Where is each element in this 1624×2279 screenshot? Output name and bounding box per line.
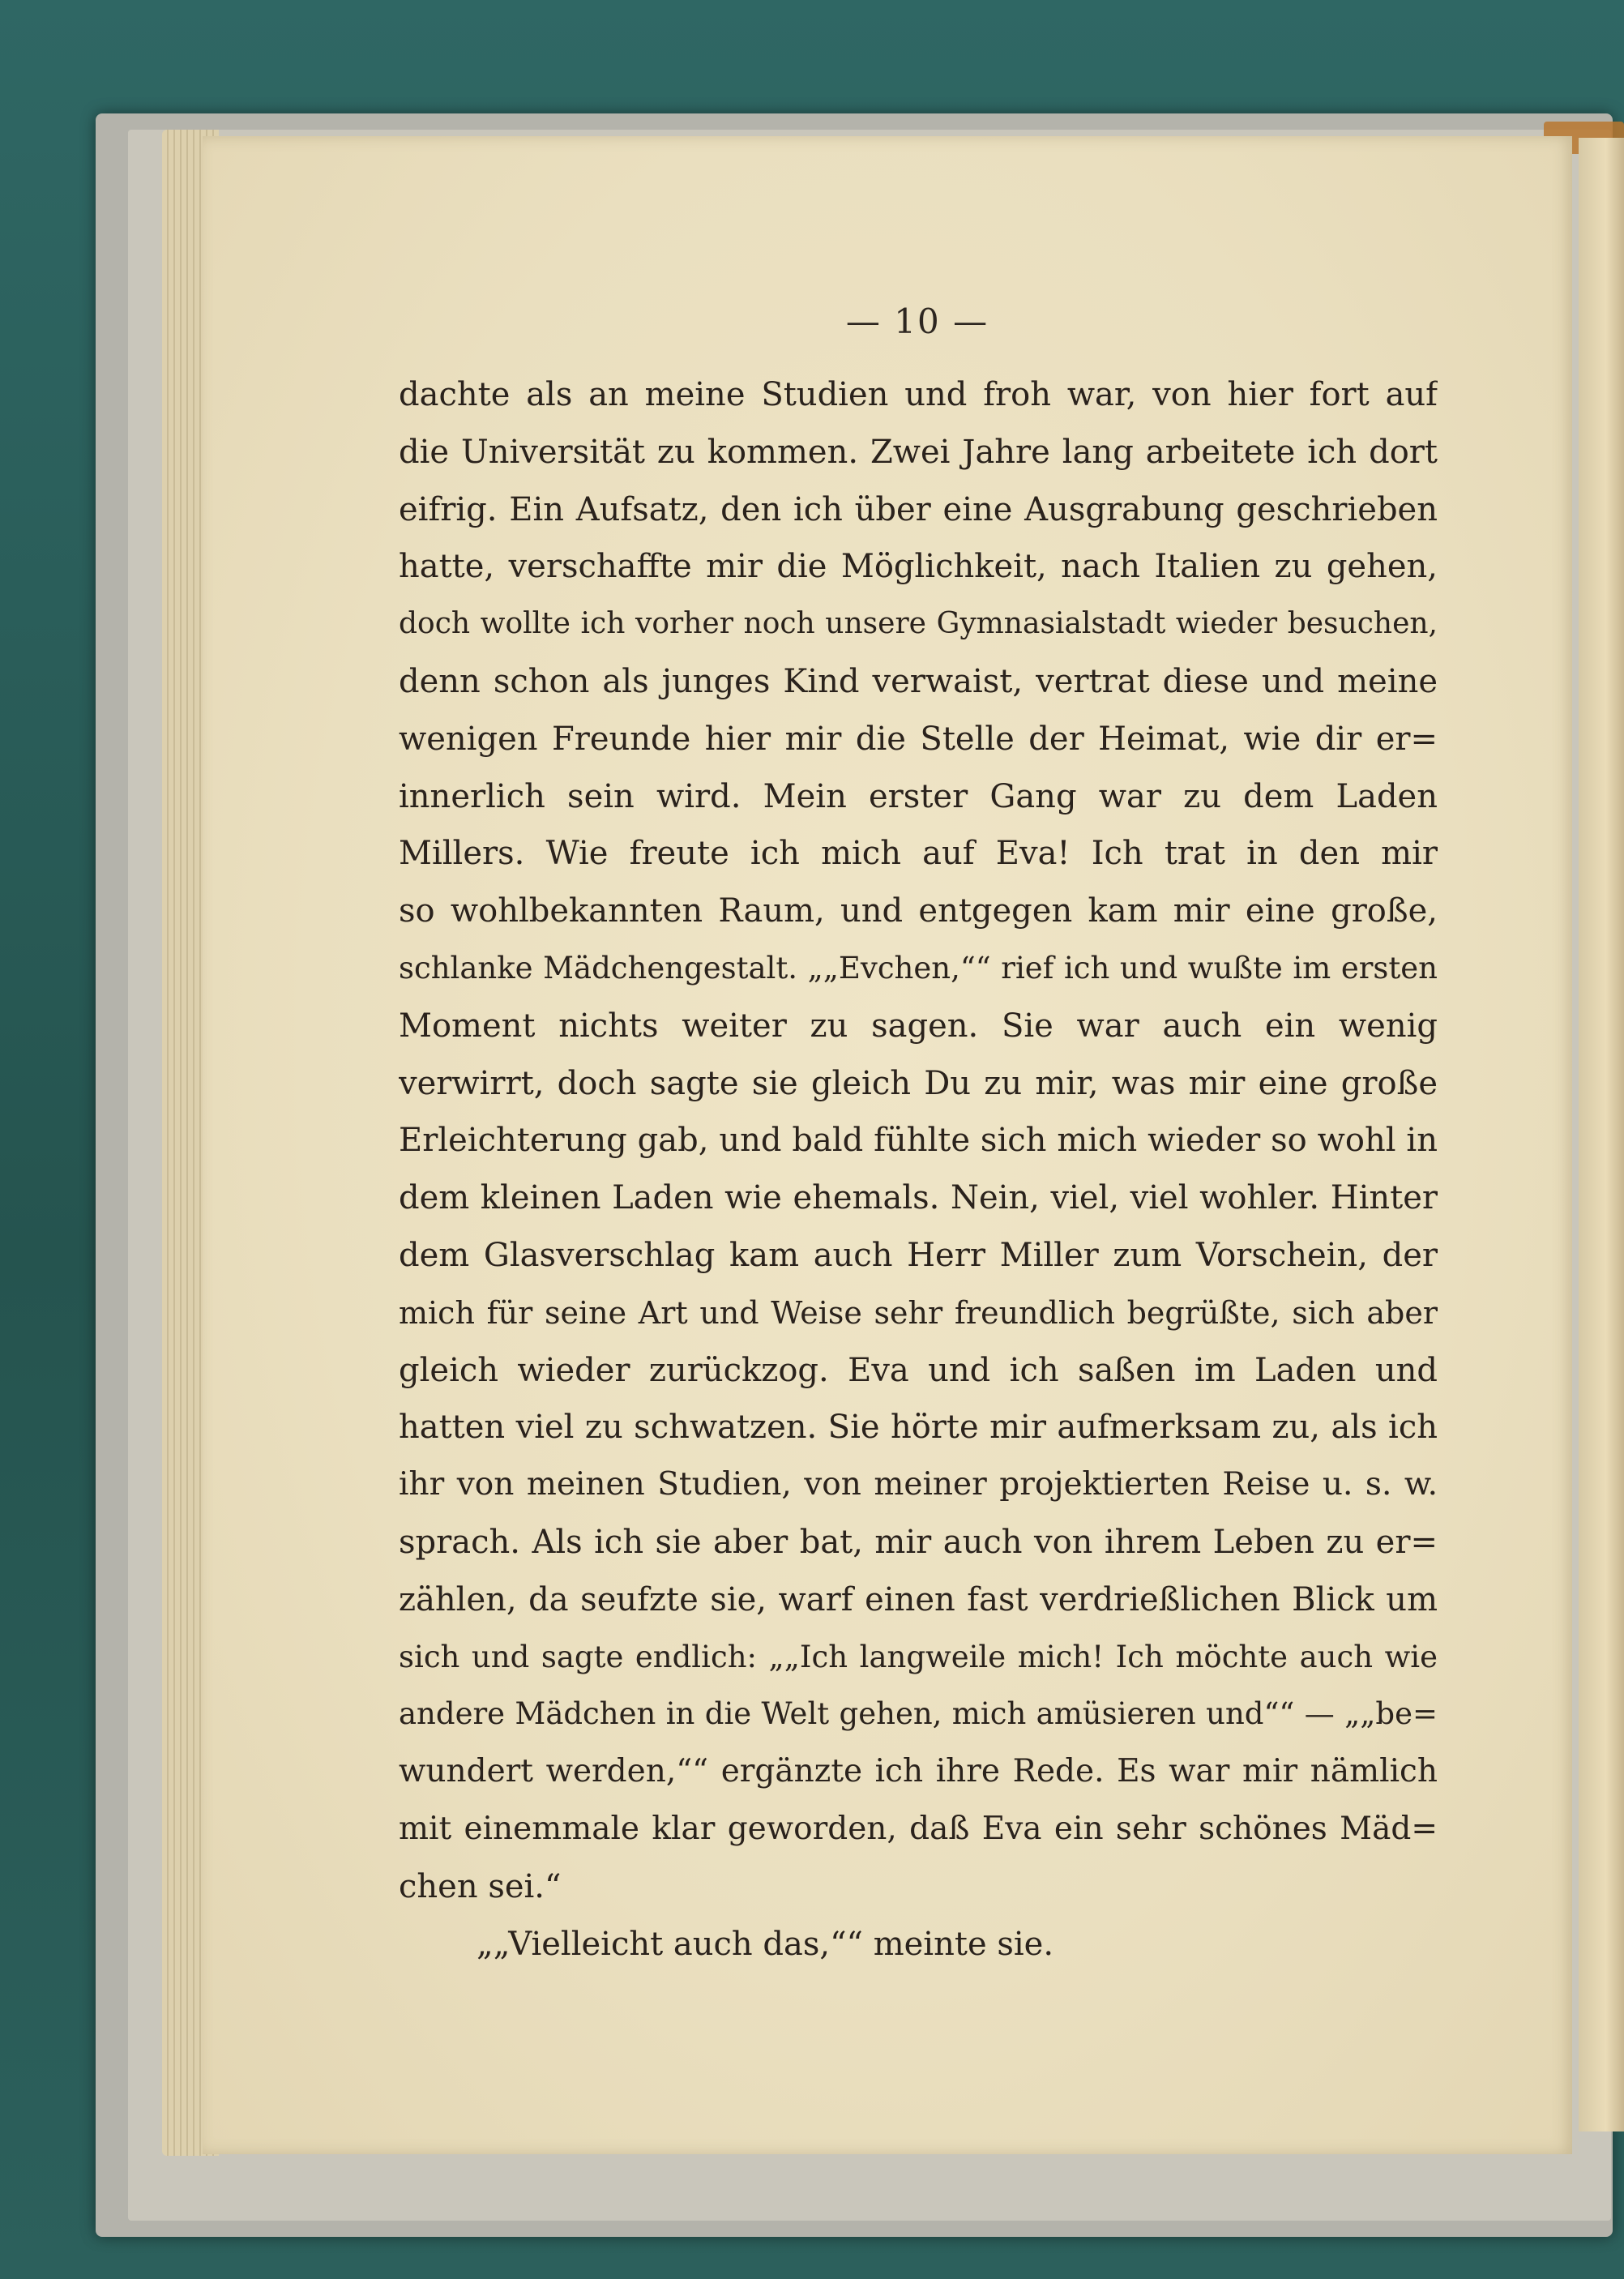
text-line: „„Vielleicht auch das,““ meinte sie. xyxy=(477,1925,1054,1963)
text-line: verwirrt, doch sagte sie gleich Du zu mir, was mir eine große xyxy=(399,1064,1438,1102)
text-line: Millers. Wie freute ich mich auf Eva! Ich trat in den mir xyxy=(399,835,1438,873)
text-line: andere Mädchen in die Welt gehen, mich amüsieren und““ — „„be= xyxy=(399,1696,1438,1732)
text-line: zählen, da seufzte sie, warf einen fast verdrießlichen Blick um xyxy=(399,1580,1438,1618)
text-line: Moment nichts weiter zu sagen. Sie war auch ein wenig xyxy=(399,1007,1438,1045)
text-line: doch wollte ich vorher noch unsere Gymnasialstadt wieder besuchen, xyxy=(399,607,1438,641)
text-line: wenigen Freunde hier mir die Stelle der Heimat, wie dir er= xyxy=(399,720,1438,758)
text-line: die Universität zu kommen. Zwei Jahre lang arbeitete ich dort xyxy=(399,433,1438,471)
next-page-edge xyxy=(1579,138,1624,2131)
text-line: so wohlbekannten Raum, und entgegen kam mir eine große, xyxy=(399,892,1438,930)
text-line: dem Glasverschlag kam auch Herr Miller zum Vorschein, der xyxy=(399,1236,1438,1274)
text-line: wundert werden,““ ergänzte ich ihre Rede. Es war mir nämlich xyxy=(399,1753,1438,1790)
text-line: mich für seine Art und Weise sehr freundlich begrüßte, sich aber xyxy=(399,1294,1438,1331)
text-line: gleich wieder zurückzog. Eva und ich saßen im Laden und xyxy=(399,1351,1438,1389)
text-line: Erleichterung gab, und bald fühlte sich mich wieder so wohl in xyxy=(399,1122,1438,1160)
text-line: chen sei.“ xyxy=(399,1867,562,1905)
page-text xyxy=(399,366,1438,1973)
text-line: ihr von meinen Studien, von meiner projektierten Reise u. s. w. xyxy=(399,1466,1438,1503)
text-line: innerlich sein wird. Mein erster Gang war zu dem Laden xyxy=(399,777,1438,815)
text-line: dem kleinen Laden wie ehemals. Nein, viel, viel wohler. Hinter xyxy=(399,1179,1438,1217)
text-line: mit einemmale klar geworden, daß Eva ein sehr schönes Mäd= xyxy=(399,1810,1438,1847)
text-line: schlanke Mädchengestalt. „„Evchen,““ rief ich und wußte im ersten xyxy=(399,950,1438,986)
text-line: sich und sagte endlich: „„Ich langweile mich! Ich möchte auch wie xyxy=(399,1639,1438,1674)
text-line: sprach. Als ich sie aber bat, mir auch von ihrem Leben zu er= xyxy=(399,1523,1438,1561)
text-line: hatte, verschaffte mir die Möglichkeit, nach Italien zu gehen, xyxy=(399,548,1438,586)
text-line: hatten viel zu schwatzen. Sie hörte mir aufmerksam zu, als ich xyxy=(399,1409,1438,1447)
text-line: eifrig. Ein Aufsatz, den ich über eine Ausgrabung geschrieben xyxy=(399,490,1438,528)
page-number: — 10 — xyxy=(845,301,989,341)
text-line: dachte als an meine Studien und froh war, von hier fort auf xyxy=(399,376,1438,413)
text-line: denn schon als junges Kind verwaist, vertrat diese und meine xyxy=(399,662,1438,700)
